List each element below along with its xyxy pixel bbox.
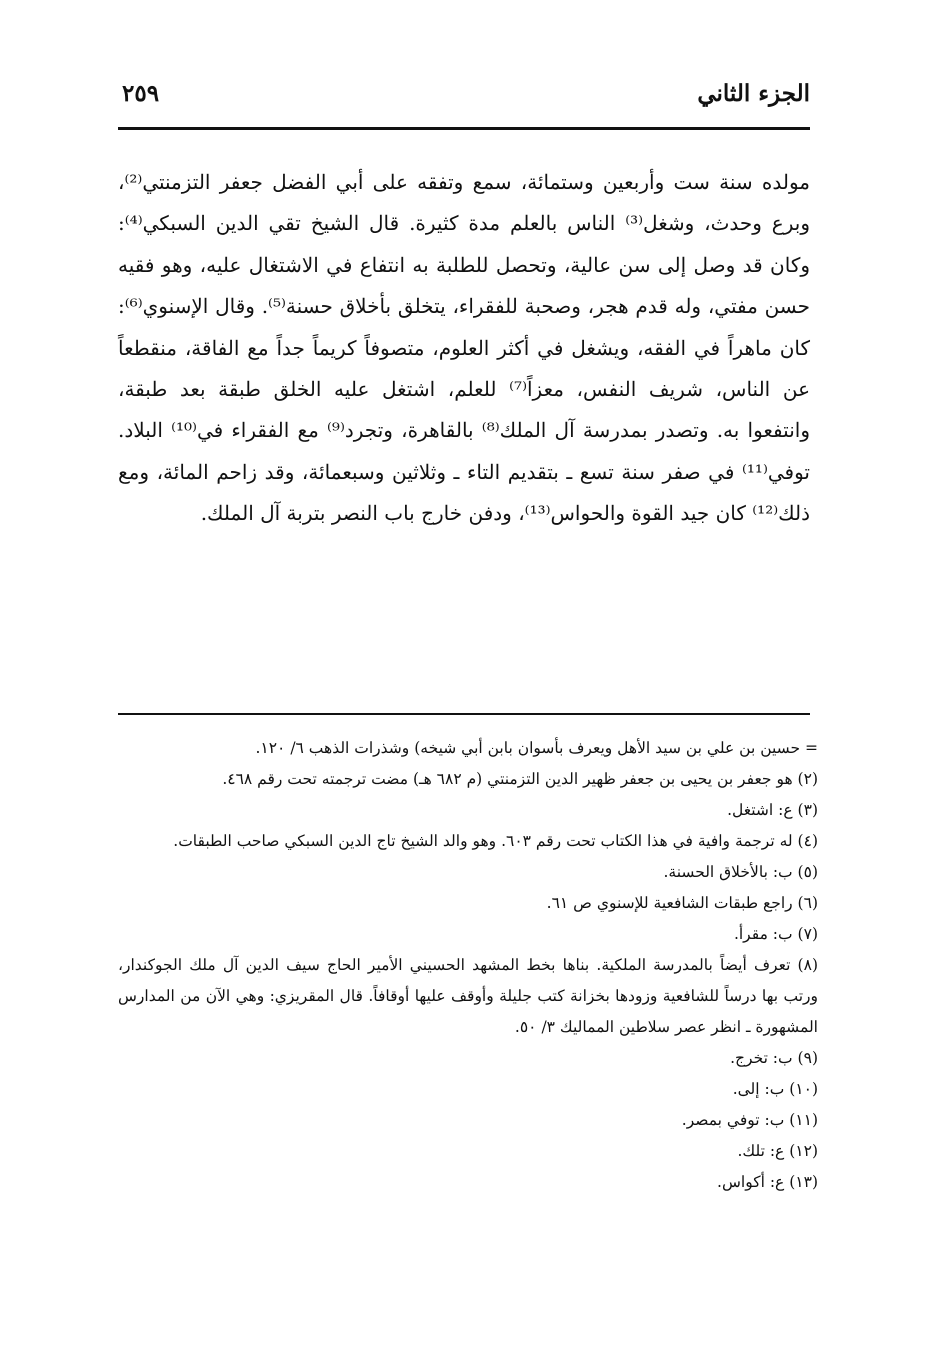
footnote-13: (١٣) ع: أكواس. — [717, 1173, 818, 1191]
footnote-5: (٥) ب: بالأخلاق الحسنة. — [663, 863, 818, 881]
footnote-rule — [118, 713, 810, 715]
page-number: ٢٥٩ — [122, 80, 160, 107]
footnote-6: (٦) راجع طبقات الشافعية للإسنوي ص ٦١. — [546, 894, 818, 912]
footnote-11: (١١) ب: توفي بمصر. — [681, 1111, 818, 1129]
running-title: الجزء الثاني — [697, 80, 810, 107]
footnote-continuation: = حسين بن علي بن سيد الأهل ويعرف بأسوان بابن أبي شيخه) وشذرات الذهب ٦/ ١٢٠. — [255, 739, 818, 757]
footnote-12: (١٢) ع: تلك. — [737, 1142, 818, 1160]
footnote-2: (٢) هو جعفر بن يحيى بن جعفر ظهير الدين التزمنتي (م ٦٨٢ هـ) مضت ترجمته تحت رقم ٤٦٨. — [222, 770, 818, 788]
footnote-8: (٨) تعرف أيضاً بالمدرسة الملكية. بناها بخط المشهد الحسيني الأمير الحاج سيف الدين آل ملك الجوكندار، ورتب بها درساً للشافعية وزودها بخزانة كتب جليلة وأوقف عليها أوقافاً. قال المقريزي: وهي الآن من المدارس المشهورة ـ انظر عصر سلاطين المماليك ٣/ ٥٠. — [118, 956, 818, 1036]
footnote-4: (٤) له ترجمة وافية في هذا الكتاب تحت رقم ٦٠٣. وهو والد الشيخ تاج الدين السبكي صاحب الطبقات. — [173, 832, 818, 850]
main-text — [118, 162, 810, 535]
footnote-9: (٩) ب: تخرج. — [730, 1049, 818, 1067]
header-rule — [118, 127, 810, 130]
page-header — [118, 76, 810, 120]
footnote-7: (٧) ب: مقرأ. — [733, 925, 818, 943]
footnote-3: (٣) ع: اشتغل. — [727, 801, 818, 819]
footnotes — [118, 733, 818, 1198]
footnote-10: (١٠) ب: إلى. — [732, 1080, 818, 1098]
main-paragraph: مولده سنة ست وأربعين وستمائة، سمع وتفقه على أبي الفضل جعفر التزمنتي⁽²⁾، وبرع وحدث، وشغل⁽³⁾ الناس بالعلم مدة كثيرة. قال الشيخ تقي الدين السبكي⁽⁴⁾: وكان قد وصل إلى سن عالية، وتحصل للطلبة به انتفاع في الاشتغال عليه، وهو فقيه حسن مفتي، وله قدم هجر، وصحبة للفقراء، يتخلق بأخلاق حسنة⁽⁵⁾. وقال الإسنوي⁽⁶⁾: كان ماهراً في الفقه، ويشغل في أكثر العلوم، متصوفاً كريماً جداً مع الفاقة، منقطعاً عن الناس، شريف النفس، معزاً⁽⁷⁾ للعلم، اشتغل عليه الخلق طبقة بعد طبقة، وانتفعوا به. وتصدر بمدرسة آل الملك⁽⁸⁾ بالقاهرة، وتجرد⁽⁹⁾ مع الفقراء في⁽¹⁰⁾ البلاد. توفي⁽¹¹⁾ في صفر سنة تسع ـ بتقديم التاء ـ وثلاثين وسبعمائة، وقد زاحم المائة، ومع ذلك⁽¹²⁾ كان جيد القوة والحواس⁽¹³⁾، ودفن خارج باب النصر بتربة آل الملك. — [118, 170, 811, 526]
